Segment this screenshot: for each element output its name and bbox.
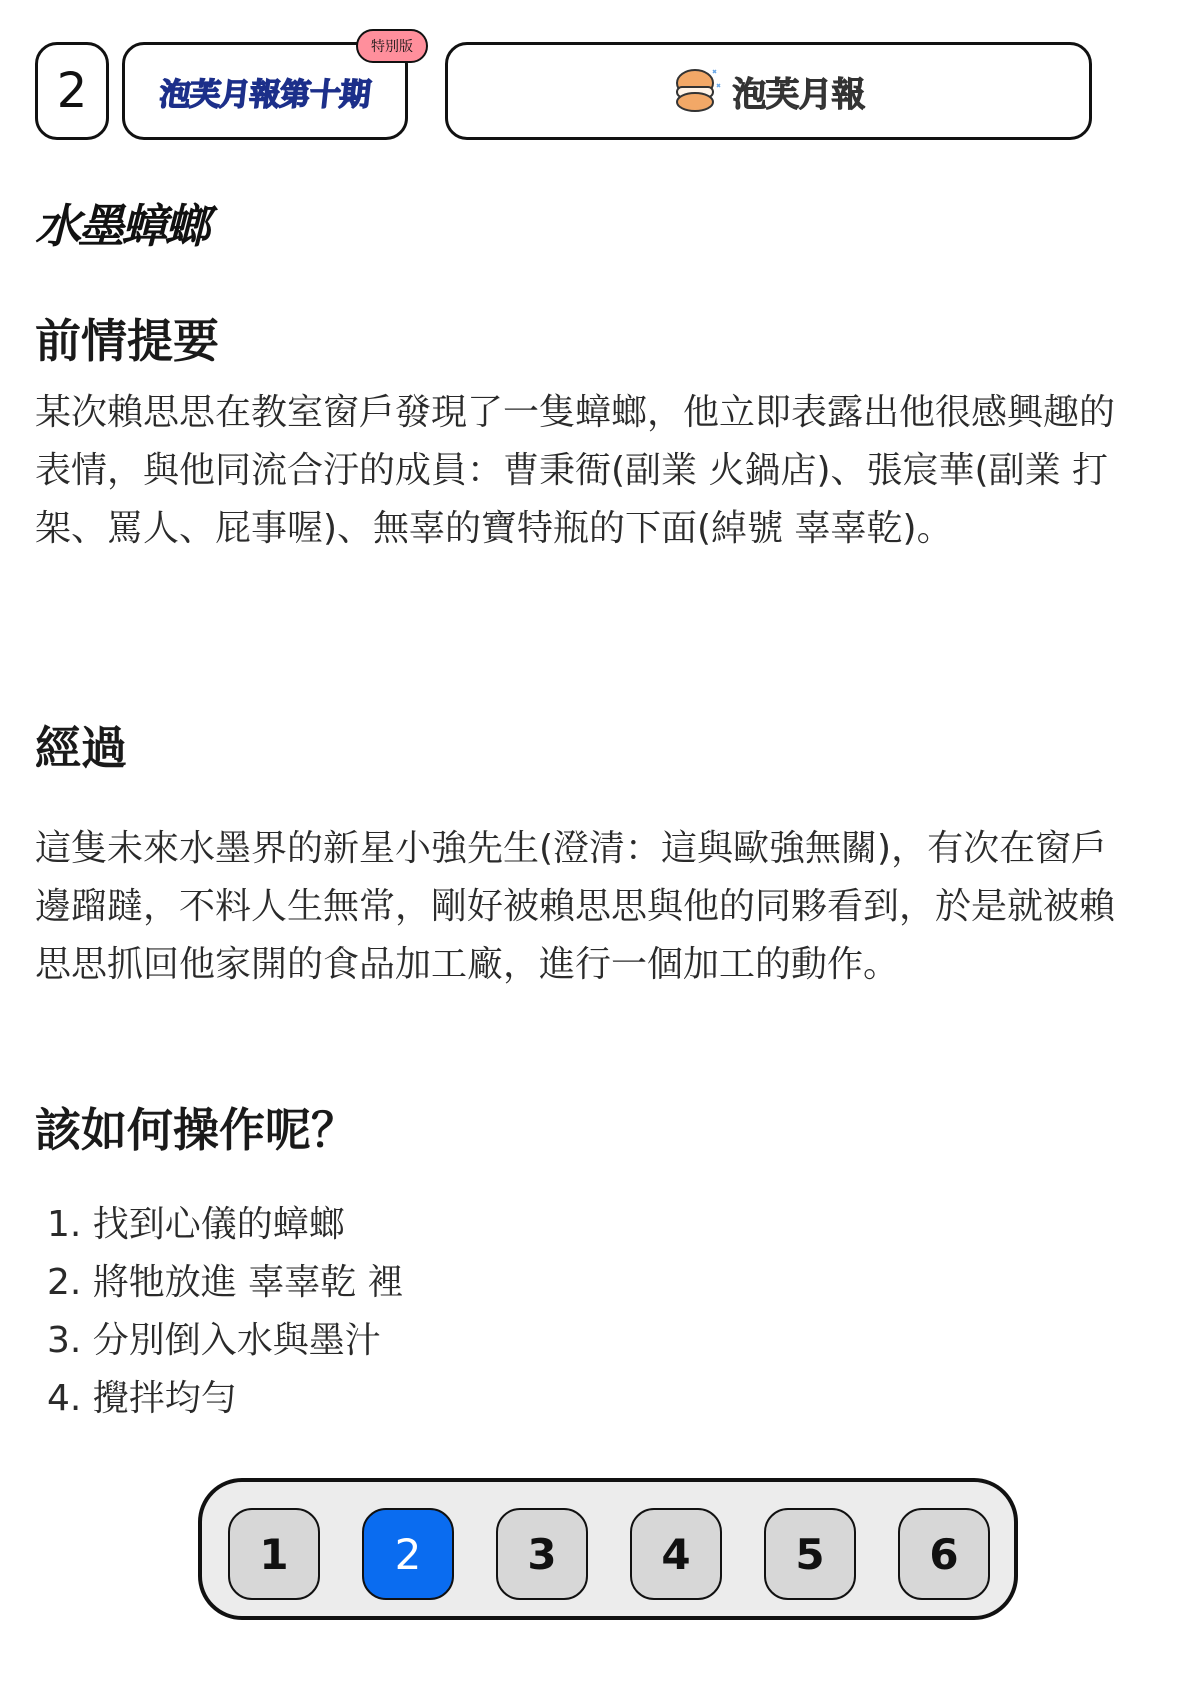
steps-list — [35, 1196, 404, 1428]
section-heading-howto: 該如何操作呢？ — [35, 1103, 357, 1157]
article-title: 水墨蟑螂 — [35, 199, 207, 253]
pagination-bar — [198, 1478, 1018, 1620]
page-button-2[interactable]: 2 — [362, 1508, 454, 1600]
badge-label: 特別版 — [371, 39, 413, 55]
list-item: 3. 分別倒入水與墨汁 — [47, 1320, 381, 1361]
brand-header-link[interactable] — [445, 42, 1092, 140]
list-item: 4. 攪拌均勻 — [47, 1378, 237, 1419]
page-number: 2 — [56, 63, 88, 119]
section-body-background: 某次賴思思在教室窗戶發現了一隻蟑螂，他立即表露出他很感興趣的表情，與他同流合汙的成員：曹秉衙(副業 火鍋店)、張宸華(副業 打架、罵人、屁事喔)、無辜的寶特瓶的下面(綽號 辜辜乾)。 — [35, 392, 1116, 549]
section-body-process: 這隻未來水墨界的新星小強先生(澄清：這與歐強無關)，有次在窗戶邊蹓躂，不料人生無常，剛好被賴思思與他的同夥看到，於是就被賴思思抓回他家開的食品加工廠，進行一個加工的動作。 — [35, 828, 1116, 985]
section-heading-background: 前情提要 — [35, 314, 219, 368]
list-item: 2. 將牠放進 辜辜乾 裡 — [47, 1262, 404, 1303]
page-button-4[interactable]: 4 — [630, 1508, 722, 1600]
brand-name: 泡芙月報 — [732, 74, 865, 115]
issue-title: 泡芙月報第十期 — [157, 76, 372, 113]
section-heading-process: 經過 — [35, 721, 127, 775]
page-number-box — [35, 42, 109, 140]
page-button-5[interactable]: 5 — [764, 1508, 856, 1600]
page-button-1[interactable]: 1 — [228, 1508, 320, 1600]
page-button-3[interactable]: 3 — [496, 1508, 588, 1600]
cream-puff-icon — [673, 68, 719, 114]
page-button-6[interactable]: 6 — [898, 1508, 990, 1600]
special-edition-badge — [356, 29, 428, 63]
list-item: 1. 找到心儀的蟑螂 — [47, 1204, 345, 1245]
